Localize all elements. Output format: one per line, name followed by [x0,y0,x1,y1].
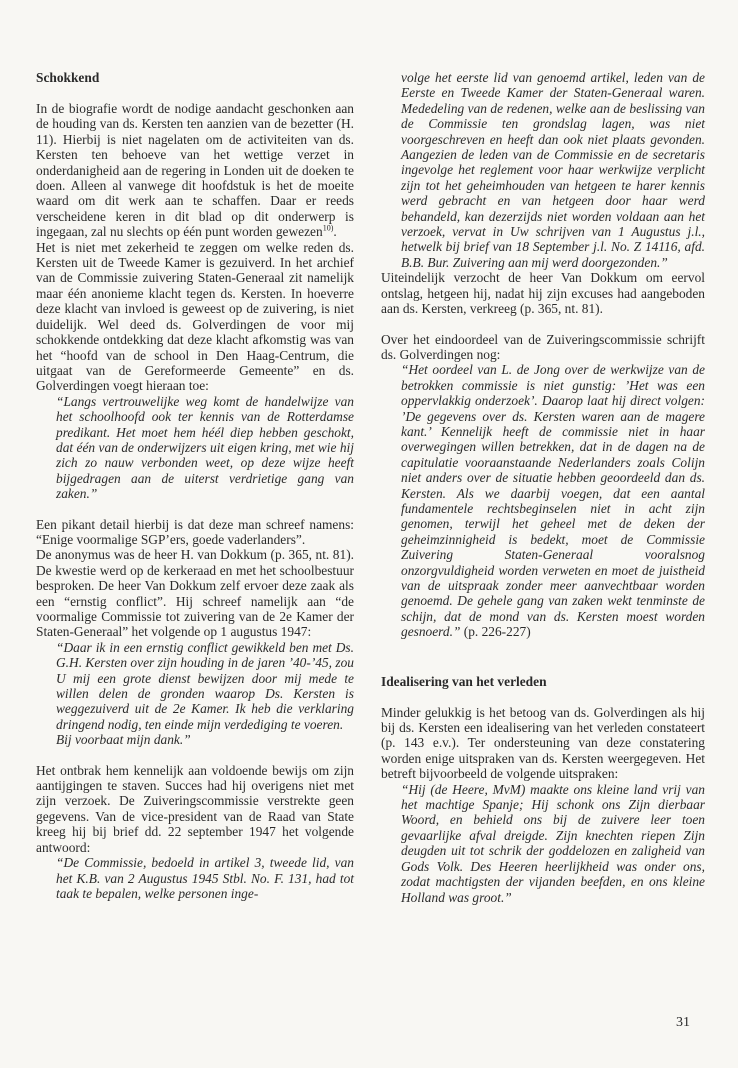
paragraph: Het is niet met zekerheid te zeggen om welke reden ds. Kersten uit de Tweede Kamer is gezuiverd. In het archief van de Commissie zuivering Staten-Generaal zit namelijk maar één anonieme klacht tegen ds. Kersten. In hoeverre deze klacht van invloed is geweest op de zuivering, is niet duidelijk. Wel deed ds. Golverdingen de voor mij schokkende ontdekking dat deze klacht afkomstig was van het “hoofd van de school in Den Haag-Centrum, die uitgaat van de Gereformeerde Gemeente” en ds. Golverdingen voegt hieraan toe: [36,239,354,394]
quote-text: “Het oordeel van L. de Jong over de werkwijze van de betrokken commissie is niet gunstig: ’Het was een oppervlakkig onderzoek’. Daarop laat hij direct volgen: ’De gegevens over ds. Kersten waren aan de magere kant.’ Kennelijk heeft de commissie niet in haar overwegingen willen betrekken, dat in de dagen na de capitulatie vooraanstaande Nederlanders zoals Colijn niet anders over de situatie hebben geoordeeld dan ds. Kersten. Als we daarbij voegen, dat een aantal fundamentele rechtsbeginselen niet in acht zijn genomen, terwijl het geheel met de deken der geheimzinnigheid is bedekt, moet de Commissie Zuivering Staten-Generaal vooralsnog onzorgvuldigheid worden verweten en moet de juistheid van de uitspraak zonder meer aanvechtbaar worden genoemd. De gehele gang van zaken wekt tenminste de schijn, dat de mond van ds. Kersten moest worden gesnoerd.” [401,362,705,640]
paragraph: Een pikant detail hierbij is dat deze man schreef namens: “Enige voormalige SGP’ers, goede vaderlanders”. [36,516,354,547]
footnote-marker: 10) [322,223,334,233]
page-number: 31 [676,1015,690,1030]
block-quote: “De Commissie, bedoeld in artikel 3, tweede lid, van het K.B. van 2 Augustus 1945 Stbl. No. F. 131, had tot taak te bepalen, welke personen inge- [56,855,354,901]
block-quote-closing: Bij voorbaat mijn dank.” [56,732,191,748]
block-quote [381,362,705,639]
block-quote: “Langs vertrouwelijke weg komt de handelwijze van het schoolhoofd ook ter kennis van de Rotterdamse predikant. Het moet hem héél diep hebben geschokt, dat één van de onderwijzers uit eigen kring, met wie hij zich zo nauw verbonden weet, op deze wijze heeft bijgedragen aan de uiterst verdrietige gang van zaken.” [56,393,354,502]
paragraph: De anonymus was de heer H. van Dokkum (p. 365, nt. 81). De kwestie werd op de kerkeraad en met het schoolbestuur besproken. De heer Van Dokkum zelf ervoer deze zaak als een “ernstig conflict”. Hij schreef namelijk aan “de voormalige Commissie tot zuivering van de 2e Kamer der Staten-Generaal” het volgende op 1 augustus 1947: [36,547,354,640]
right-column [381,70,705,905]
quote-reference: (p. 226-227) [460,624,531,640]
section-heading-schokkend: Schokkend [36,70,100,85]
paragraph: Uiteindelijk verzocht de heer Van Dokkum om eervol ontslag, hetgeen hij, nadat hij zijn excuses had aangeboden aan ds. Kersten, verkreeg (p. 365, nt. 81). [381,270,705,317]
paragraph-text: In de biografie wordt de nodige aandacht geschonken aan de houding van ds. Kersten ten aanzien van de bezetter (H. 11). Hierbij is niet nagelaten om de activiteiten van ds. Kersten ten behoeve van het wettige verzet in onderdanigheid aan de regering in Londen uit de doeken te doen. Alleen al vanwege dit hoofdstuk is het de moeite waard om dit werk aan te schaffen. Daar er reeds verscheidene keren in dit blad op dit onderwerp is ingegaan, zal nu slechts op één punt worden gewezen [36,101,354,240]
paragraph: Over het eindoordeel van de Zuiveringscommissie schrijft ds. Golverdingen nog: [381,331,705,362]
block-quote: “Hij (de Heere, MvM) maakte ons kleine land vrij van het machtige Spanje; Hij schonk ons Zijn dierbaar Woord, en behield ons bij de zuivere leer toen gevaarlijke afval dreigde. Zijn knechten riepen Zijn deugden uit tot schrik der goddelozen en zaligheid van Gods Volk. Des Heeren heerlijkheid was onder ons, zodat machtigsten der vijanden beefden, en ons kleine Holland was groot.” [401,781,705,905]
paragraph: Het ontbrak hem kennelijk aan voldoende bewijs om zijn aantijgingen te staven. Succes had hij overigens niet met zijn verzoek. De Zuiveringscommissie verstrekte geen gegevens. Van de vice-president van de Raad van State kreeg hij bij brief dd. 22 september 1947 het volgende antwoord: [36,762,354,855]
paragraph: Minder gelukkig is het betoog van ds. Golverdingen als hij bij ds. Kersten een idealisering van het verleden constateert (p. 143 e.v.). Ter ondersteuning van deze constatering worden enige uitspraken van ds. Kersten weergegeven. Het betreft bijvoorbeeld de volgende uitspraken: [381,704,705,782]
block-quote-continued: volge het eerste lid van genoemd artikel, leden van de Eerste en Tweede Kamer der Staten-Generaal waren. Mededeling van de redenen, welke aan de beslissing van de Commissie ten grondslag lagen, was niet voorgeschreven en heeft dan ook niet plaats gevonden. Aangezien de leden van de Commissie en de secretaris ingevolge het reglement voor haar werkwijze verplicht zijn tot het geheimhouden van hetgeen te harer kennis werd gebracht en van hetgeen door haar werd behandeld, kan dezerzijds niet worden voldaan aan het verzoek, vervat in Uw schrijven van 1 Augustus j.l., hetwelk bij brief van 18 September j.l. No. Z 14116, afd. B.B. Bur. Zuivering aan mij werd doorgezonden.” [401,70,705,270]
left-column [36,70,354,901]
paragraph: In de biografie wordt de nodige aandacht geschonken aan de houding van ds. Kersten ten aanzien van de bezetter (H. 11). Hierbij is niet nagelaten om de activiteiten van ds. Kersten ten behoeve van het wettige verzet in onderdanigheid aan de regering in Londen uit de doeken te doen. Alleen al vanwege dit hoofdstuk is het de moeite waard om dit werk aan te schaffen. Daar er reeds verscheidene keren in dit blad op dit onderwerp is ingegaan, zal nu slechts op één punt worden gewezen$^{10)}$. [36,101,354,240]
section-heading-idealisering: Idealisering van het verleden [381,673,547,689]
block-quote: “Daar ik in een ernstig conflict gewikkeld ben met Ds. G.H. Kersten over zijn houding in de jaren ’40-’45, zou U mij een grote dienst bewijzen door mij mede te willen delen de gronden waarop Ds. Kersten is weggezuiverd uit de 2e Kamer. Ik heb die verklaring dringend nodig, ten einde mijn verdediging te voeren. [56,639,354,732]
